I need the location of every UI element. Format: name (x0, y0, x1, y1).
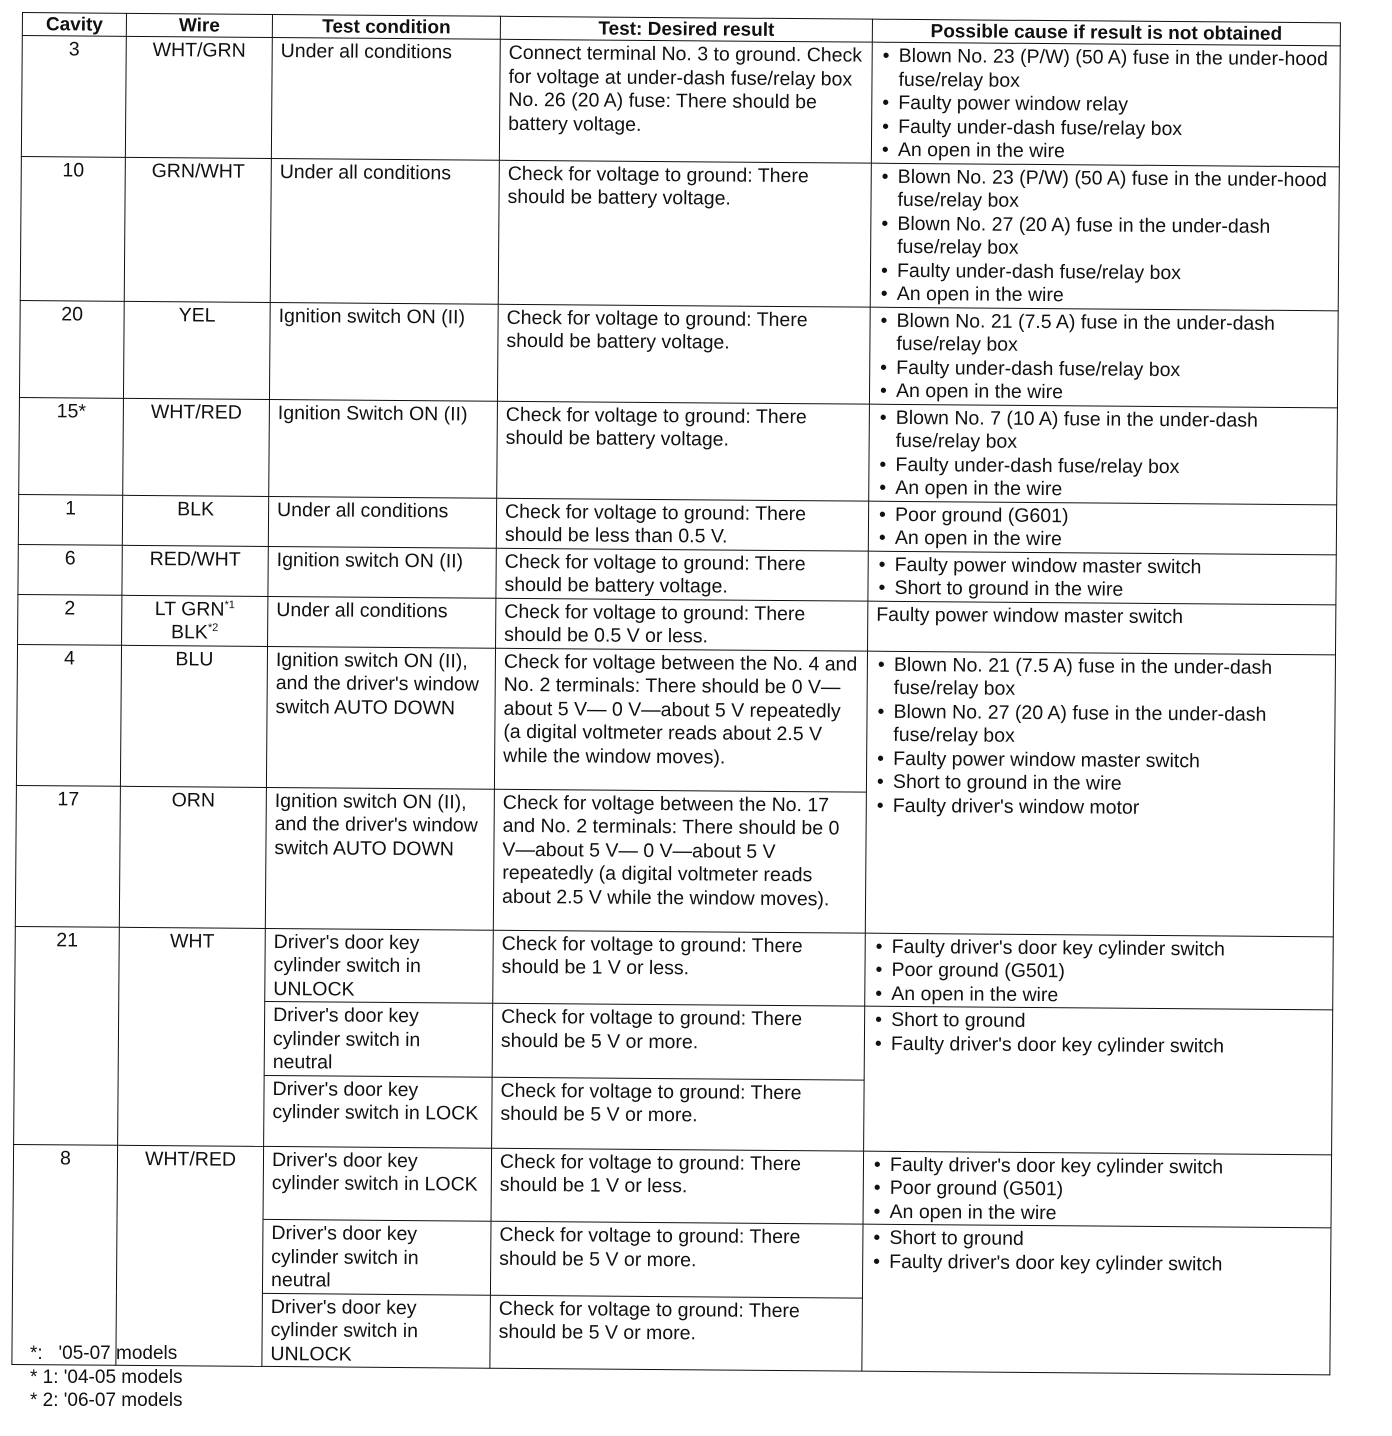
cause-item: • An open in the wire (872, 1200, 1323, 1227)
cause-cell: Faulty power window master switch (868, 601, 1336, 655)
footnotes (30, 1342, 183, 1413)
wire-cell: BLU (120, 645, 267, 787)
cavity-cell: 6 (18, 544, 122, 595)
cause-item: • Faulty driver's door key cylinder switch (874, 935, 1325, 962)
cavity-cell: 4 (16, 644, 121, 786)
cause-cell (868, 551, 1336, 605)
table-row (15, 926, 1334, 1010)
wire-cell: WHT/RED (116, 1145, 264, 1367)
condition-cell: Driver's door key cylinder switch in LOCK (263, 1146, 492, 1221)
condition-cell: Driver's door key cylinder switch in UNLOCK (262, 1293, 491, 1368)
cause-item: • Poor ground (G601) (877, 503, 1328, 530)
result-cell: Check for voltage to ground: There should be 5 V or more. (490, 1295, 863, 1371)
wire-footnote-mark: *2 (207, 621, 219, 635)
cause-item: • Short to ground (873, 1009, 1324, 1036)
wire-cell: BLK (122, 495, 268, 546)
cavity-cell: 17 (15, 785, 120, 927)
cause-item: • Faulty power window master switch (875, 747, 1326, 774)
cavity-cell: 8 (12, 1144, 118, 1365)
table-row (13, 1144, 1332, 1228)
footnote: * 2: '06-07 models (30, 1390, 183, 1411)
cause-item: • Faulty driver's door key cylinder switch (872, 1153, 1323, 1180)
condition-cell: Ignition switch ON (II) (268, 546, 496, 598)
wire-line-1 (130, 597, 259, 622)
cause-item: • Faulty driver's door key cylinder switch (873, 1032, 1324, 1059)
cause-cell (870, 163, 1339, 311)
cause-item: • Blown No. 23 (P/W) (50 A) fuse in the under-hood fuse/relay box (879, 165, 1330, 216)
condition-cell: Under all conditions (268, 596, 496, 648)
cause-cell (869, 404, 1338, 505)
condition-cell: Under all conditions (268, 496, 496, 548)
condition-cell: Under all conditions (271, 37, 500, 159)
cause-cell (864, 1006, 1333, 1154)
result-cell: Check for voltage to ground: There should be less than 0.5 V. (496, 498, 868, 551)
cause-item: • Faulty under-dash fuse/relay box (878, 356, 1329, 383)
cause-cell (868, 501, 1336, 555)
condition-cell: Under all conditions (270, 158, 499, 304)
wire-name: LT GRN (154, 597, 225, 621)
cause-list (873, 1009, 1324, 1060)
cavity-cell: 21 (14, 926, 120, 1145)
result-cell: Check for voltage to ground: There should be battery voltage. (497, 401, 870, 501)
cavity-cell: 1 (18, 494, 122, 545)
result-cell: Connect terminal No. 3 to ground. Check for voltage at under-dash fuse/relay box No. 26 (20 A) fuse: There should be battery voltage. (499, 39, 872, 162)
result-cell: Check for voltage to ground: There should be 0.5 V or less. (496, 598, 868, 651)
table-row (19, 397, 1338, 504)
cavity-cell: 15* (19, 397, 124, 495)
wire-cell: WHT/GRN (125, 36, 272, 158)
wire-cell: RED/WHT (122, 545, 268, 596)
cavity-cell: 2 (18, 594, 122, 645)
cause-item: • An open in the wire (877, 477, 1328, 504)
result-cell: Check for voltage to ground: There should be 5 V or more. (492, 1077, 865, 1151)
table-row (21, 36, 1340, 167)
cause-item: • Faulty under-dash fuse/relay box (877, 453, 1328, 480)
cause-item: • Faulty power window master switch (877, 553, 1328, 580)
cause-cell (863, 1151, 1332, 1228)
cause-item: • Faulty power window relay (880, 92, 1331, 119)
cause-list (880, 45, 1332, 166)
cause-list (877, 406, 1329, 504)
cause-item: • Blown No. 27 (20 A) fuse in the under-dash fuse/relay box (879, 212, 1330, 263)
cause-list (872, 1153, 1324, 1227)
test-table (11, 12, 1341, 1375)
footnote: * 1: '04-05 models (30, 1366, 183, 1388)
cause-item: • An open in the wire (877, 527, 1328, 554)
condition-cell: Ignition Switch ON (II) (269, 399, 498, 498)
cause-item: • Blown No. 7 (10 A) fuse in the under-dash fuse/relay box (878, 406, 1329, 457)
cause-cell (865, 933, 1334, 1010)
cause-item: • Short to ground (871, 1227, 1322, 1254)
table-row (19, 300, 1338, 407)
cause-item: • An open in the wire (878, 380, 1329, 407)
cause-list (871, 1227, 1322, 1278)
cause-list (877, 503, 1328, 554)
condition-cell: Driver's door key cylinder switch in neutral (262, 1219, 491, 1294)
cause-list (879, 165, 1331, 310)
cause-item: • Blown No. 21 (7.5 A) fuse in the under-dash fuse/relay box (876, 653, 1327, 704)
wire-footnote-mark: *1 (224, 598, 235, 611)
cause-cell (865, 651, 1335, 937)
result-cell: Check for voltage to ground: There should be battery voltage. (497, 304, 870, 404)
cavity-cell: 3 (21, 36, 126, 157)
header-desired-result: Test: Desired result (500, 16, 872, 42)
cause-item: • Poor ground (G501) (872, 1177, 1323, 1204)
cause-item: • Blown No. 23 (P/W) (50 A) fuse in the under-hood fuse/relay box (880, 45, 1331, 96)
cause-item: • Faulty under-dash fuse/relay box (879, 259, 1330, 286)
cause-list (876, 553, 1327, 604)
cause-item: • Faulty driver's window motor (875, 794, 1326, 821)
header-wire: Wire (126, 13, 272, 37)
condition-cell: Driver's door key cylinder switch in LOCK (264, 1075, 493, 1148)
result-cell: Check for voltage to ground: There should be battery voltage. (498, 160, 871, 307)
condition-cell: Driver's door key cylinder switch in neutral (264, 1001, 493, 1076)
result-cell: Check for voltage to ground: There should be 5 V or more. (490, 1221, 863, 1297)
document-page (11, 12, 1340, 1375)
cause-cell (871, 42, 1340, 166)
result-cell: Check for voltage between the No. 4 and No. 2 terminals: There should be 0 V—about 5 V— 0 V—about 5 V repeatedly (a digital voltmeter reads about 2.5 V while the window moves). (494, 648, 867, 792)
cause-item: • Blown No. 27 (20 A) fuse in the under-dash fuse/relay box (875, 700, 1326, 751)
condition-cell: Ignition switch ON (II), and the driver's window switch AUTO DOWN (266, 646, 495, 789)
condition-cell: Ignition switch ON (II) (269, 302, 498, 401)
cavity-cell: 10 (20, 156, 125, 301)
header-possible-cause: Possible cause if result is not obtained (872, 19, 1340, 46)
wire-line-2 (130, 621, 259, 646)
cause-item: • An open in the wire (873, 982, 1324, 1009)
cause-list (878, 309, 1330, 407)
wire-cell (122, 595, 268, 646)
footnote: *: '05-07 models (30, 1343, 178, 1364)
table-row (20, 156, 1339, 310)
cause-item: • An open in the wire (879, 283, 1330, 310)
condition-cell: Driver's door key cylinder switch in UNLOCK (265, 928, 494, 1003)
result-cell: Check for voltage between the No. 17 and No. 2 terminals: There should be 0 V—about 5 V— 0 V—about 5 V repeatedly (a digital voltmeter reads about 2.5 V while the window moves). (493, 789, 866, 933)
cause-item: • Poor ground (G501) (873, 959, 1324, 986)
cause-item: • Short to ground in the wire (876, 577, 1327, 604)
cause-list (875, 653, 1327, 821)
wire-cell: WHT (118, 927, 266, 1146)
condition-cell: Ignition switch ON (II), and the driver's window switch AUTO DOWN (265, 787, 494, 930)
cause-item: • An open in the wire (880, 139, 1331, 166)
cause-cell (862, 1224, 1331, 1375)
result-cell: Check for voltage to ground: There should be 5 V or more. (492, 1003, 865, 1079)
result-cell: Check for voltage to ground: There should be 1 V or less. (493, 930, 866, 1006)
wire-cell: YEL (123, 301, 270, 399)
cavity-cell: 20 (19, 300, 124, 398)
wire-name: BLK (170, 621, 208, 644)
wire-cell: GRN/WHT (124, 157, 271, 302)
cause-item: • Faulty driver's door key cylinder switch (871, 1250, 1322, 1277)
cause-cell (869, 307, 1338, 408)
cause-item: • Faulty under-dash fuse/relay box (880, 115, 1331, 142)
wire-cell: ORN (119, 786, 266, 928)
cause-item: • Blown No. 21 (7.5 A) fuse in the under-dash fuse/relay box (878, 309, 1329, 360)
wire-cell: WHT/RED (123, 398, 270, 496)
table-row (16, 644, 1335, 795)
cause-list (873, 935, 1325, 1009)
header-cavity: Cavity (22, 13, 126, 37)
result-cell: Check for voltage to ground: There should be battery voltage. (496, 548, 868, 601)
cause-item: • Short to ground in the wire (875, 771, 1326, 798)
result-cell: Check for voltage to ground: There should be 1 V or less. (491, 1148, 864, 1224)
header-test-condition: Test condition (272, 14, 500, 39)
